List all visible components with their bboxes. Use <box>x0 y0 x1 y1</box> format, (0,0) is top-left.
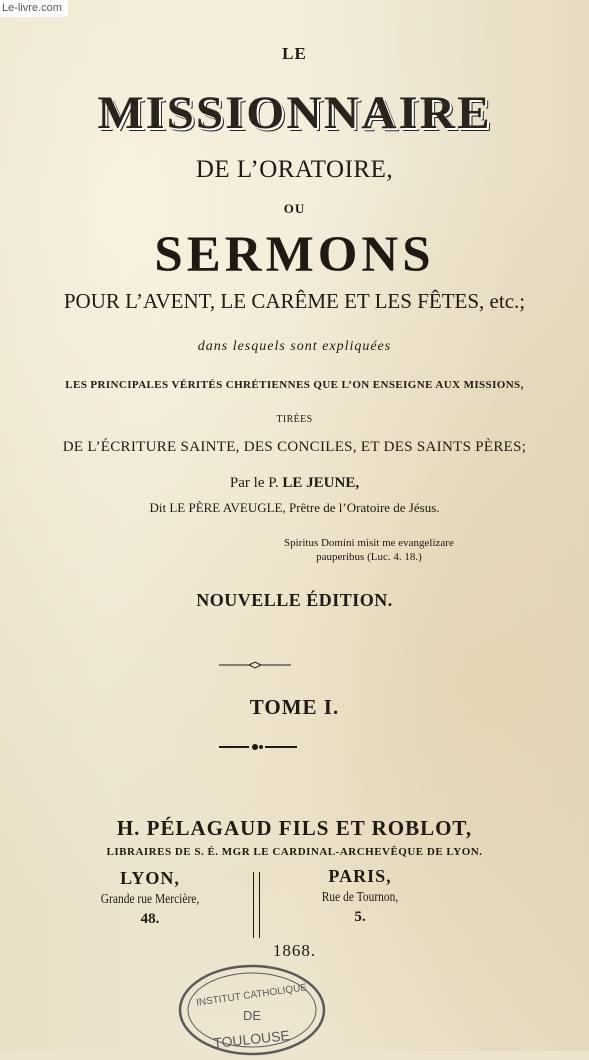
epigraph <box>284 536 454 564</box>
svg-text:INSTITUT CATHOLIQUE: INSTITUT CATHOLIQUE <box>195 982 308 1009</box>
edition-line: NOUVELLE ÉDITION. <box>196 590 393 610</box>
volume-label: TOME I. <box>249 695 340 719</box>
tirees-line: TIRÉES <box>276 414 313 425</box>
paris-address <box>280 866 440 926</box>
paris-number: 5. <box>354 909 366 925</box>
title-article: LE <box>282 44 307 63</box>
epigraph-line-1: Spiritus Domini misit me evangelizare <box>284 537 454 549</box>
sources-line: DE L’ÉCRITURE SAINTE, DES CONCILES, ET DES SAINTS PÈRES; <box>62 439 527 455</box>
main-title: MISSIONNAIRE <box>97 86 492 139</box>
title-conjunction: OU <box>283 201 306 216</box>
svg-text:TOULOUSE: TOULOUSE <box>212 1027 291 1051</box>
script-line: dans lesquels sont expliquées <box>197 339 392 354</box>
ornament-rule-icon <box>219 742 297 752</box>
publisher-name: H. PÉLAGAUD FILS ET ROBLOT, <box>116 816 473 840</box>
publisher-detail: LIBRAIRES DE S. É. MGR LE CARDINAL-ARCHEVÊQUE DE LYON. <box>106 846 483 858</box>
author-prefix: Par le P. <box>229 475 283 491</box>
watermark: Le-livre.com <box>0 0 68 17</box>
address-divider <box>253 872 260 938</box>
lyon-street: Grande rue Mercière, <box>100 892 200 907</box>
lyon-city: LYON, <box>120 868 180 888</box>
title-subtitle: DE L’ORATOIRE, <box>195 156 394 183</box>
lyon-number: 48. <box>140 911 160 927</box>
paris-city: PARIS, <box>328 866 392 886</box>
library-stamp-icon <box>176 962 328 1060</box>
principal-truths-line: LES PRINCIPALES VÉRITÉS CHRÉTIENNES QUE L’ON ENSEIGNE AUX MISSIONS, <box>65 379 524 391</box>
secondary-title: SERMONS <box>154 227 435 283</box>
author-line <box>0 475 589 492</box>
publication-year: 1868. <box>272 941 317 960</box>
lyon-address <box>75 868 225 928</box>
author-description: Dit LE PÈRE AVEUGLE, Prêtre de l’Oratoire de Jésus. <box>149 500 440 515</box>
paris-street: Rue de Tournon, <box>321 890 399 905</box>
ornament-rule-icon <box>219 660 291 670</box>
epigraph-line-2: pauperibus (Luc. 4. 18.) <box>316 551 422 563</box>
svg-text:DE: DE <box>242 1008 262 1023</box>
author-name: LE JEUNE, <box>282 475 360 491</box>
secondary-subtitle: POUR L’AVENT, LE CARÊME ET LES FÊTES, etc.; <box>63 289 526 313</box>
